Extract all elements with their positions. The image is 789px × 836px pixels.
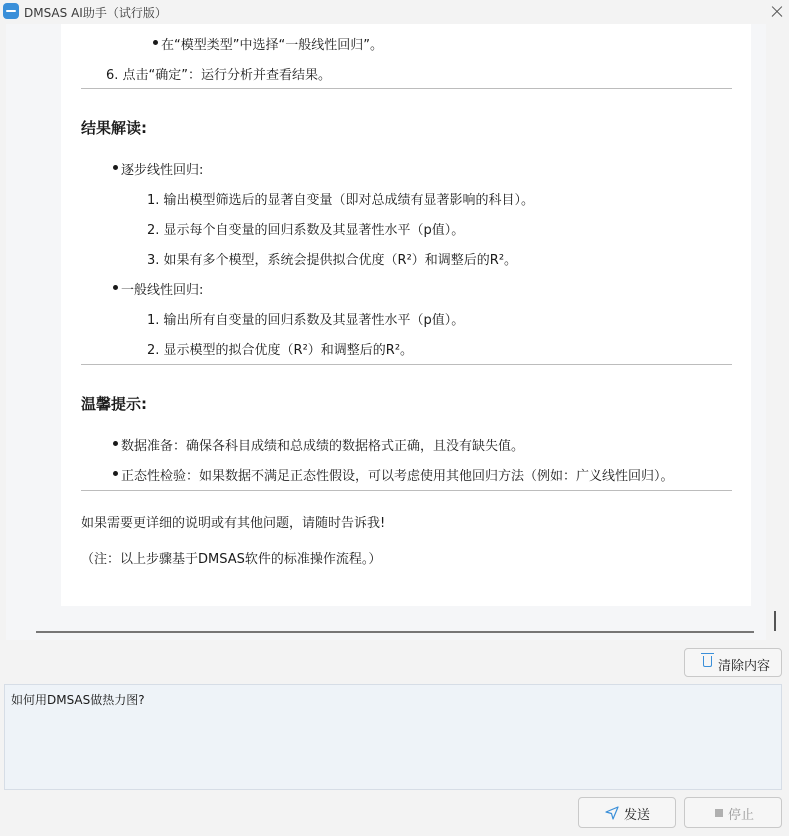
message-text: （注：以上步骤基于DMSAS软件的标准操作流程。） <box>81 552 382 567</box>
window-title: DMSAS AI助手（试行版） <box>24 6 167 20</box>
assistant-message <box>61 24 751 606</box>
section-heading: 温馨提示: <box>81 395 147 413</box>
app-logo-icon <box>3 3 19 19</box>
list-item: 正态性检验：如果数据不满足正态性假设，可以考虑使用其他回归方法（例如：广义线性回归）。 <box>121 469 674 484</box>
send-button[interactable] <box>578 797 676 828</box>
close-button[interactable] <box>765 0 789 24</box>
stop-button[interactable] <box>684 797 782 828</box>
bullet-icon <box>113 165 118 170</box>
message-text: 在“模型类型”中选择“一般线性回归”。 <box>161 38 383 53</box>
section-heading: 结果解读: <box>81 119 147 137</box>
message-text: 如果需要更详细的说明或有其他问题，请随时告诉我! <box>81 516 386 531</box>
list-item: 2. 显示模型的拟合优度（R²）和调整后的R²。 <box>147 343 414 358</box>
horizontal-scrollbar[interactable] <box>36 631 754 633</box>
bullet-icon <box>153 40 158 45</box>
vertical-scrollbar[interactable] <box>774 611 776 631</box>
list-item: 数据准备：确保各科目成绩和总成绩的数据格式正确，且没有缺失值。 <box>121 439 525 454</box>
list-item: 2. 显示每个自变量的回归系数及其显著性水平（p值）。 <box>147 223 465 238</box>
step-item: 6. 点击“确定”：运行分析并查看结果。 <box>106 68 332 83</box>
chat-panel[interactable] <box>6 24 766 640</box>
trash-icon <box>703 656 712 667</box>
message-input-text[interactable]: 如何用DMSAS做热力图? <box>11 693 145 707</box>
divider <box>81 490 732 491</box>
stop-icon <box>715 809 723 817</box>
list-item: 1. 输出所有自变量的回归系数及其显著性水平（p值）。 <box>147 313 465 328</box>
list-item: 逐步线性回归: <box>121 163 204 178</box>
divider <box>81 88 732 89</box>
send-label: 发送 <box>624 808 651 823</box>
bullet-icon <box>113 471 118 476</box>
stop-label: 停止 <box>728 808 755 823</box>
clear-content-button[interactable] <box>684 648 782 677</box>
list-item: 3. 如果有多个模型，系统会提供拟合优度（R²）和调整后的R²。 <box>147 253 518 268</box>
send-icon <box>605 806 619 820</box>
bullet-icon <box>113 441 118 446</box>
message-input[interactable] <box>4 684 782 790</box>
list-item: 一般线性回归: <box>121 283 204 298</box>
clear-label: 清除内容 <box>718 659 771 674</box>
title-bar <box>0 0 789 24</box>
bullet-icon <box>113 285 118 290</box>
list-item: 1. 输出模型筛选后的显著自变量（即对总成绩有显著影响的科目）。 <box>147 193 535 208</box>
divider <box>81 364 732 365</box>
